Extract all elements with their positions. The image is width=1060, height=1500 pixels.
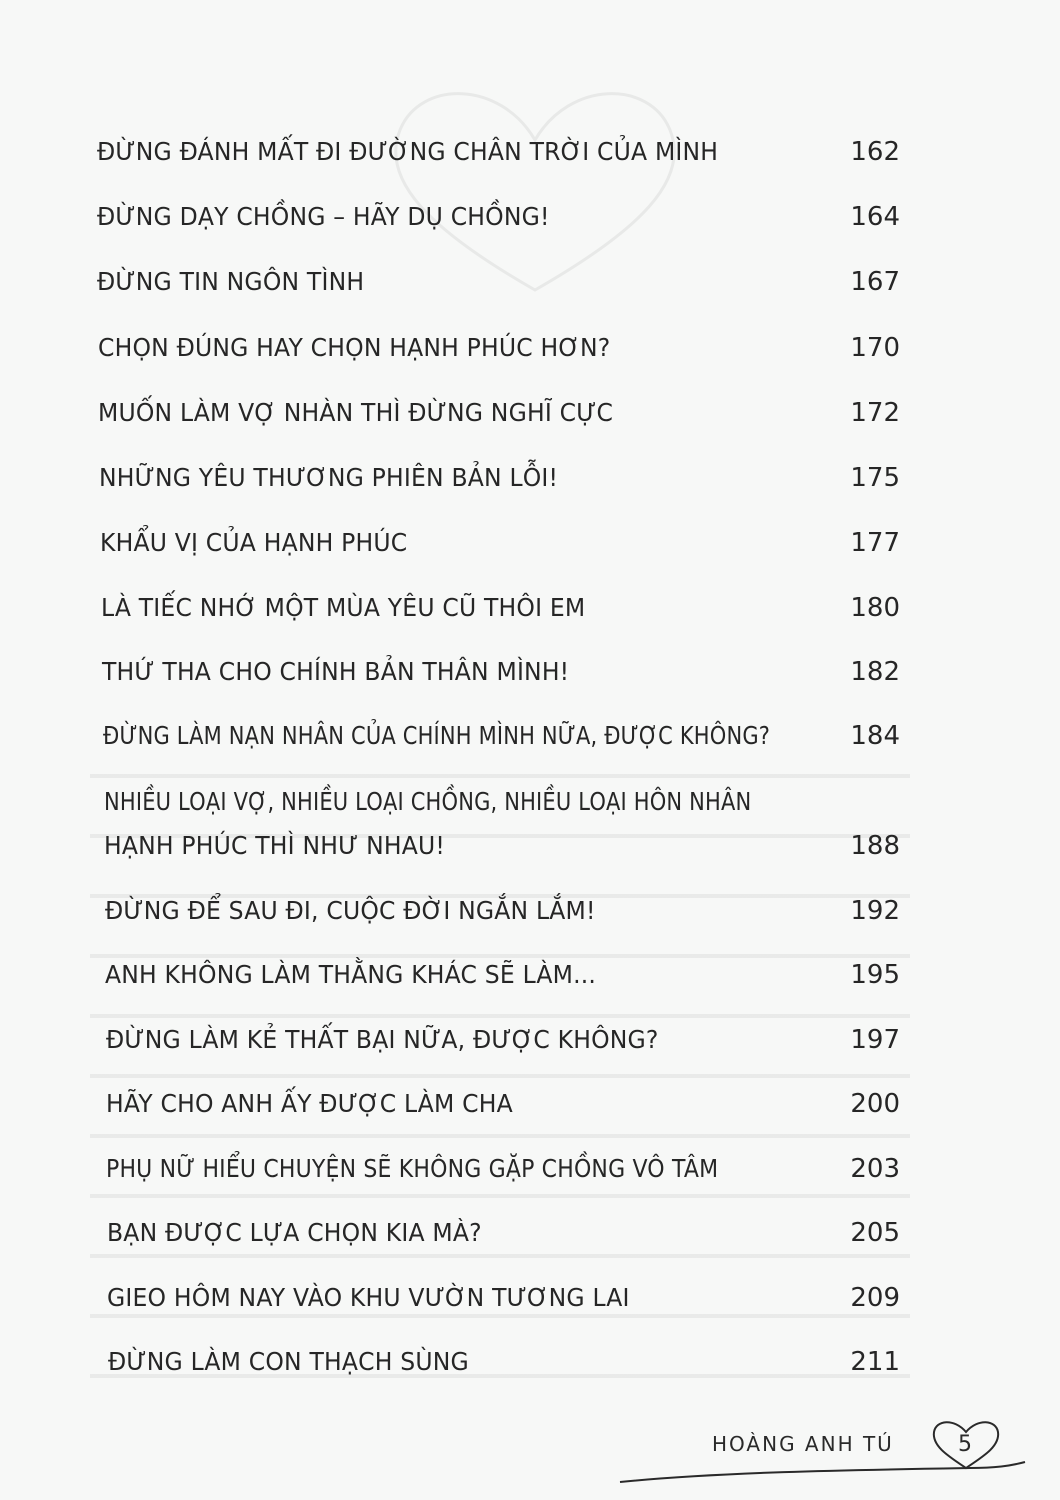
toc-entry-title-line2: HẠNH PHÚC THÌ NHƯ NHAU! [104,831,445,860]
toc-entry-page: 170 [850,333,900,363]
toc-entry-page: 180 [850,593,900,623]
toc-entry-page: 167 [850,267,900,297]
toc-entry-page: 184 [850,721,900,751]
toc-entry-page: 177 [850,528,900,558]
toc-entry-title: ĐỪNG ĐÁNH MẤT ĐI ĐƯỜNG CHÂN TRỜI CỦA MÌNH [97,137,719,166]
toc-entry-title: NHỮNG YÊU THƯƠNG PHIÊN BẢN LỖI! [99,463,559,492]
toc-entry-title: ĐỪNG LÀM NẠN NHÂN CỦA CHÍNH MÌNH NỮA, ĐƯỢC KHÔNG? [103,721,771,750]
toc-entry-page: 200 [850,1089,900,1119]
toc-entry-page: 211 [850,1347,900,1377]
toc-entry-page: 209 [850,1283,900,1313]
toc-entry-title: BẠN ĐƯỢC LỰA CHỌN KIA MÀ? [107,1218,482,1247]
toc-entry-page: 205 [850,1218,900,1248]
toc-entry-title: ĐỪNG LÀM KẺ THẤT BẠI NỮA, ĐƯỢC KHÔNG? [106,1025,659,1054]
author-name: HOÀNG ANH TÚ [712,1432,894,1456]
toc-entry-page: 164 [850,202,900,232]
toc-entry-title: KHẨU VỊ CỦA HẠNH PHÚC [100,528,408,557]
toc-entry-title: CHỌN ĐÚNG HAY CHỌN HẠNH PHÚC HƠN? [98,333,611,362]
toc-entry-page: 188 [850,831,900,861]
toc-entry-page: 203 [850,1154,900,1184]
toc-entry-title: GIEO HÔM NAY VÀO KHU VƯỜN TƯƠNG LAI [107,1283,630,1312]
toc-entry-title: NHIỀU LOẠI VỢ, NHIỀU LOẠI CHỒNG, NHIỀU LOẠI HÔN NHÂN [104,787,752,816]
decorative-swoosh [600,1460,1030,1490]
toc-entry-page: 192 [850,896,900,926]
toc-entry-title: HÃY CHO ANH ẤY ĐƯỢC LÀM CHA [106,1089,513,1118]
toc-entry-page: 175 [850,463,900,493]
toc-entry-page: 172 [850,398,900,428]
toc-entry-title: ANH KHÔNG LÀM THẰNG KHÁC SẼ LÀM... [105,960,597,989]
page-footer [0,1410,1060,1500]
toc-entry-title: ĐỪNG DẠY CHỒNG – HÃY DỤ CHỒNG! [97,202,550,231]
toc-entry-page: 195 [850,960,900,990]
toc-entry-page: 162 [850,137,900,167]
toc-entry-title: LÀ TIẾC NHỚ MỘT MÙA YÊU CŨ THÔI EM [101,593,586,622]
toc-entry-title: MUỐN LÀM VỢ NHÀN THÌ ĐỪNG NGHĨ CỰC [98,398,614,427]
toc-entry-page: 197 [850,1025,900,1055]
toc-entry-title: ĐỪNG ĐỂ SAU ĐI, CUỘC ĐỜI NGẮN LẮM! [105,896,596,925]
toc-entry-title: ĐỪNG TIN NGÔN TÌNH [97,267,365,296]
page-number: 5 [958,1432,972,1457]
toc-entry-title: THỨ THA CHO CHÍNH BẢN THÂN MÌNH! [102,657,570,686]
toc-entry-title: ĐỪNG LÀM CON THẠCH SÙNG [108,1347,469,1376]
toc-entry-page: 182 [850,657,900,687]
toc-entry-title: PHỤ NỮ HIỂU CHUYỆN SẼ KHÔNG GẶP CHỒNG VÔ TÂM [106,1154,719,1183]
